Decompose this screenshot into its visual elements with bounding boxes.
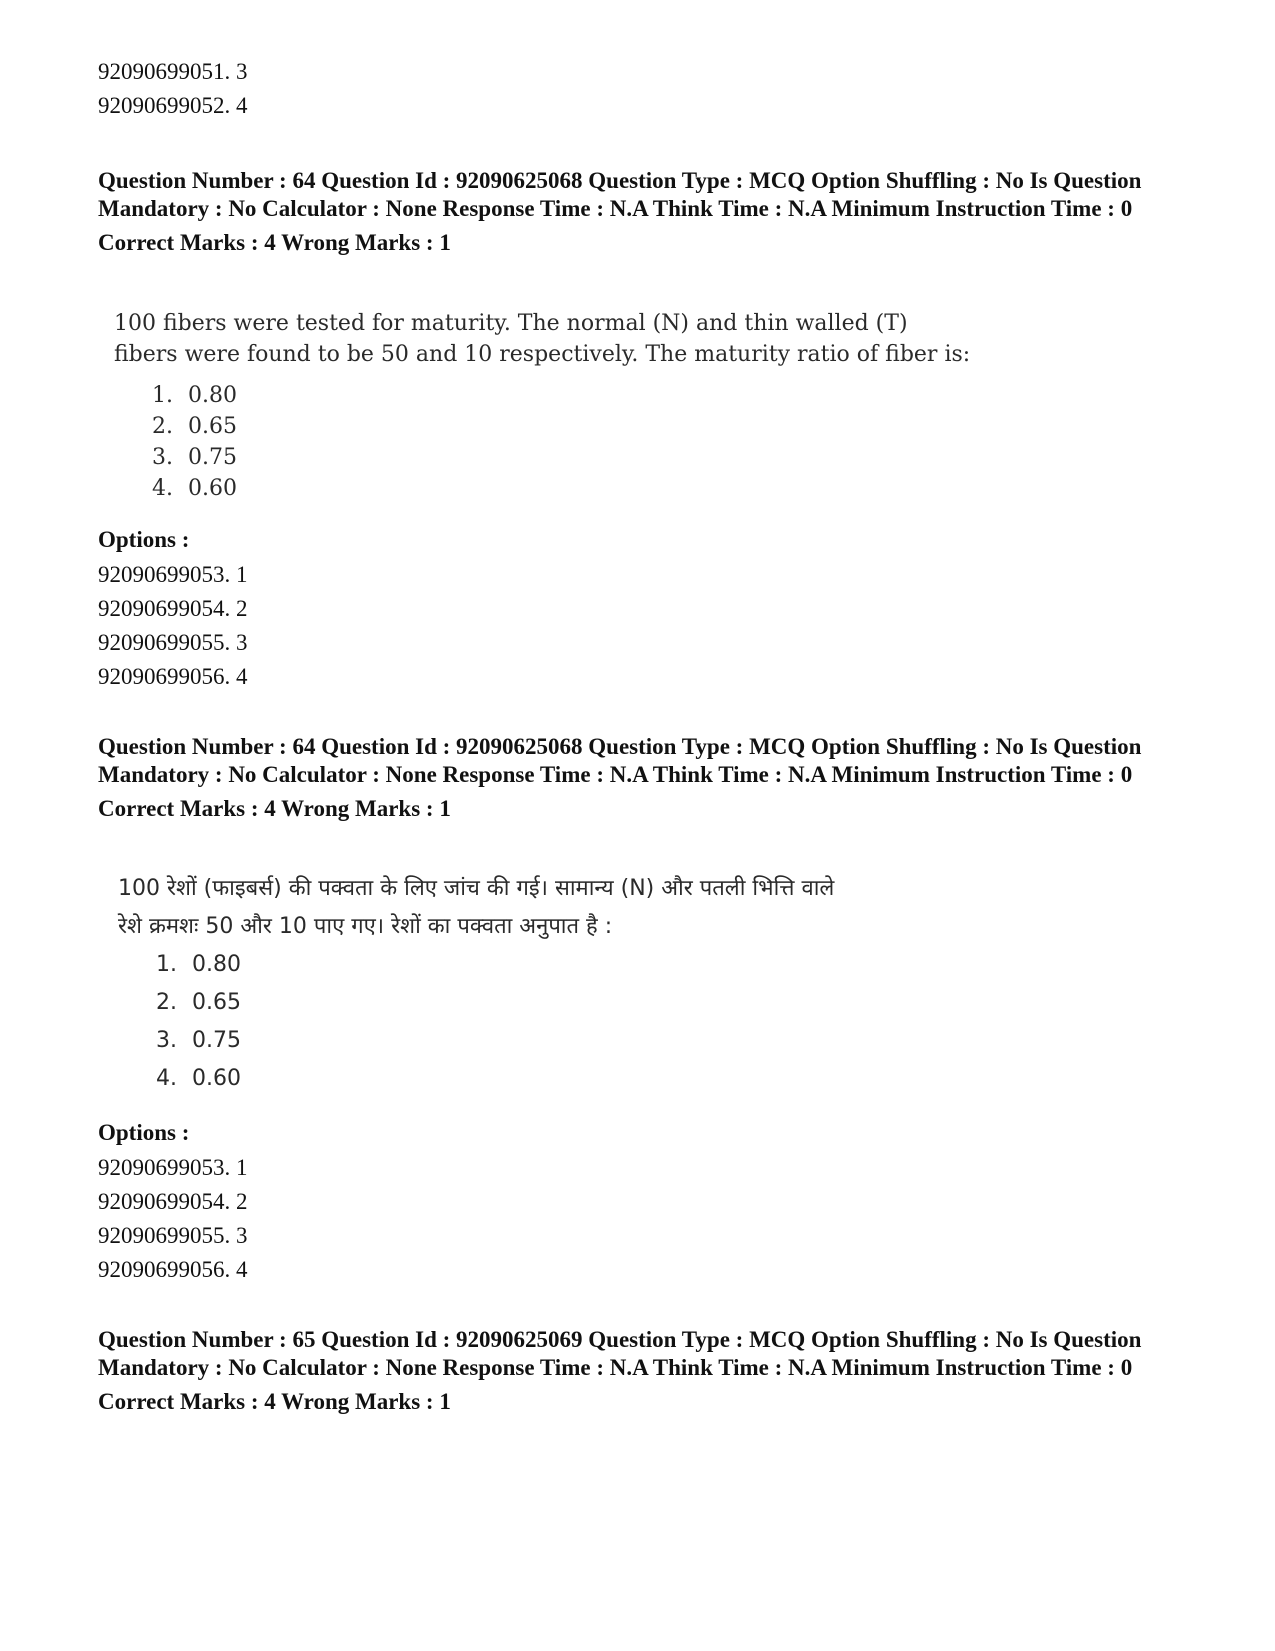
- answer-choices: [118, 946, 834, 1098]
- question-64-english-body: [114, 308, 970, 504]
- question-meta: Question Number : 64 Question Id : 92090625068 Question Type : MCQ Option Shuffling : No Is Question Mandatory : No Calculator : None Response Time : N.A Think Time : N.A Minimum Instruction Time : 0: [98, 168, 1142, 221]
- question-text-line: 100 fibers were tested for maturity. The normal (N) and thin walled (T): [114, 311, 908, 336]
- question-64-hindi-body: [118, 870, 834, 1098]
- question-marks: Correct Marks : 4 Wrong Marks : 1: [98, 796, 451, 821]
- answer-choice: 2. 0.65: [152, 414, 237, 439]
- answer-choice: 1. 0.80: [152, 383, 237, 408]
- question-marks: Correct Marks : 4 Wrong Marks : 1: [98, 1389, 451, 1414]
- question-64-header: [98, 167, 1158, 257]
- option-line: 92090699055. 3: [98, 630, 248, 655]
- answer-choice: 3. 0.75: [156, 1028, 241, 1053]
- question-meta: Question Number : 65 Question Id : 92090625069 Question Type : MCQ Option Shuffling : No Is Question Mandatory : No Calculator : None Response Time : N.A Think Time : N.A Minimum Instruction Time : 0: [98, 1327, 1142, 1380]
- answer-choice: 2. 0.65: [156, 990, 241, 1015]
- answer-choice: 4. 0.60: [152, 476, 237, 501]
- question-65-header: [98, 1326, 1158, 1416]
- answer-choice: 1. 0.80: [156, 952, 241, 977]
- option-line: 92090699056. 4: [98, 664, 248, 689]
- option-line: 92090699054. 2: [98, 1189, 248, 1214]
- option-line: 92090699054. 2: [98, 596, 248, 621]
- question-marks: Correct Marks : 4 Wrong Marks : 1: [98, 230, 451, 255]
- question-64-hindi-options: [98, 1119, 248, 1287]
- option-line: 92090699053. 1: [98, 1155, 248, 1180]
- options-title: Options :: [98, 1120, 190, 1145]
- answer-choices: [114, 380, 970, 504]
- question-text-line: fibers were found to be 50 and 10 respectively. The maturity ratio of fiber is:: [114, 342, 971, 367]
- question-text-line: 100 रेशों (फाइबर्स) की पक्वता के लिए जांच की गई। सामान्य (N) और पतली भित्ति वाले: [118, 876, 835, 901]
- question-64-options: [98, 526, 248, 694]
- answer-choice: 4. 0.60: [156, 1066, 241, 1091]
- option-line: 92090699053. 1: [98, 562, 248, 587]
- option-line: 92090699051. 3: [98, 59, 248, 84]
- option-line: 92090699052. 4: [98, 93, 248, 118]
- question-64-hindi-header: [98, 733, 1158, 823]
- answer-choice: 3. 0.75: [152, 445, 237, 470]
- option-line: 92090699056. 4: [98, 1257, 248, 1282]
- previous-options-list: [98, 55, 248, 123]
- question-text-line: रेशे क्रमशः 50 और 10 पाए गए। रेशों का पक्वता अनुपात है :: [118, 914, 613, 939]
- option-line: 92090699055. 3: [98, 1223, 248, 1248]
- question-meta: Question Number : 64 Question Id : 92090625068 Question Type : MCQ Option Shuffling : No Is Question Mandatory : No Calculator : None Response Time : N.A Think Time : N.A Minimum Instruction Time : 0: [98, 734, 1142, 787]
- options-title: Options :: [98, 527, 190, 552]
